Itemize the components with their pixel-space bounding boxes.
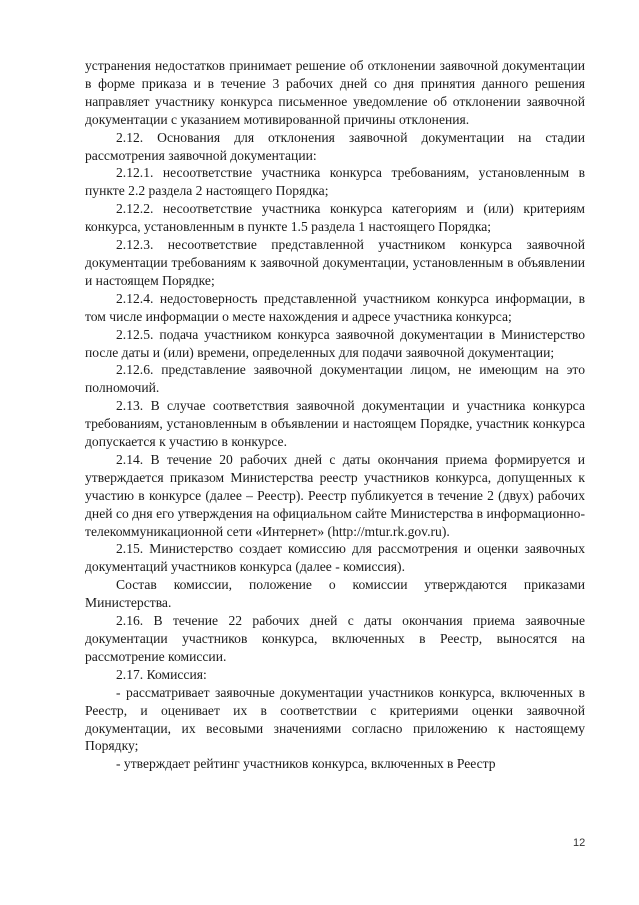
page-number: 12	[573, 837, 586, 849]
paragraph-10: 2.14. В течение 20 рабочих дней с даты окончания приема формируется и утверждается приказом Министерства реестр участников конкурса, допущенных к участию в конкурсе (далее – Реестр). Реестр публикуется в течение 2 (двух) рабочих дней со дня его утверждения на официальном сайте Министерства в информационно-телекоммуникационной сети «Интернет» (http://mtur.rk.gov.ru).	[85, 451, 585, 539]
document-body	[85, 57, 585, 773]
paragraph-11: 2.15. Министерство создает комиссию для рассмотрения и оценки заявочных документаций участников конкурса (далее - комиссия).	[85, 541, 585, 575]
paragraph-9: 2.13. В случае соответствия заявочной документации и участника конкурса требованиям, установленным в объявлении и настоящем Порядке, участник конкурса допускается к участию в конкурсе.	[85, 398, 585, 450]
paragraph-5: 2.12.3. несоответствие представленной участником конкурса заявочной документации требованиям к заявочной документации, установленным в объявлении и настоящем Порядке;	[85, 237, 585, 288]
paragraph-15: - рассматривает заявочные документации участников конкурса, включенных в Реестр, и оценивает их в соответствии с критериями оценки заявочной документации, их весовыми значениями согласно приложению к настоящему Порядку;	[85, 684, 585, 754]
paragraph-7: 2.12.5. подача участником конкурса заявочной документации в Министерство после даты и (или) времени, определенных для подачи заявочной документации;	[85, 326, 585, 360]
paragraph-4: 2.12.2. несоответствие участника конкурса категориям и (или) критериям конкурса, установленным в пункте 1.5 раздела 1 настоящего Порядка;	[85, 201, 585, 235]
paragraph-3: 2.12.1. несоответствие участника конкурса требованиям, установленным в пункте 2.2 раздела 2 настоящего Порядка;	[85, 165, 585, 199]
paragraph-8: 2.12.6. представление заявочной документации лицом, не имеющим на это полномочий.	[85, 362, 585, 396]
paragraph-6: 2.12.4. недостоверность представленной участником конкурса информации, в том числе информации о месте нахождения и адресе участника конкурса;	[85, 290, 585, 324]
paragraph-2: 2.12. Основания для отклонения заявочной документации на стадии рассмотрения заявочной документации:	[85, 129, 585, 163]
paragraph-12: Состав комиссии, положение о комиссии утверждаются приказами Министерства.	[85, 577, 585, 611]
paragraph-13: 2.16. В течение 22 рабочих дней с даты окончания приема заявочные документации участников конкурса, включенных в Реестр, выносятся на рассмотрение комиссии.	[85, 613, 585, 664]
paragraph-14: 2.17. Комиссия:	[116, 666, 207, 682]
paragraph-1: устранения недостатков принимает решение об отклонении заявочной документации в форме приказа и в течение 3 рабочих дней со дня принятия данного решения направляет участнику конкурса письменное уведомление об отклонении заявочной документации с указанием мотивированной причины отклонения.	[85, 58, 585, 127]
paragraph-16: - утверждает рейтинг участников конкурса, включенных в Реестр	[116, 756, 496, 772]
